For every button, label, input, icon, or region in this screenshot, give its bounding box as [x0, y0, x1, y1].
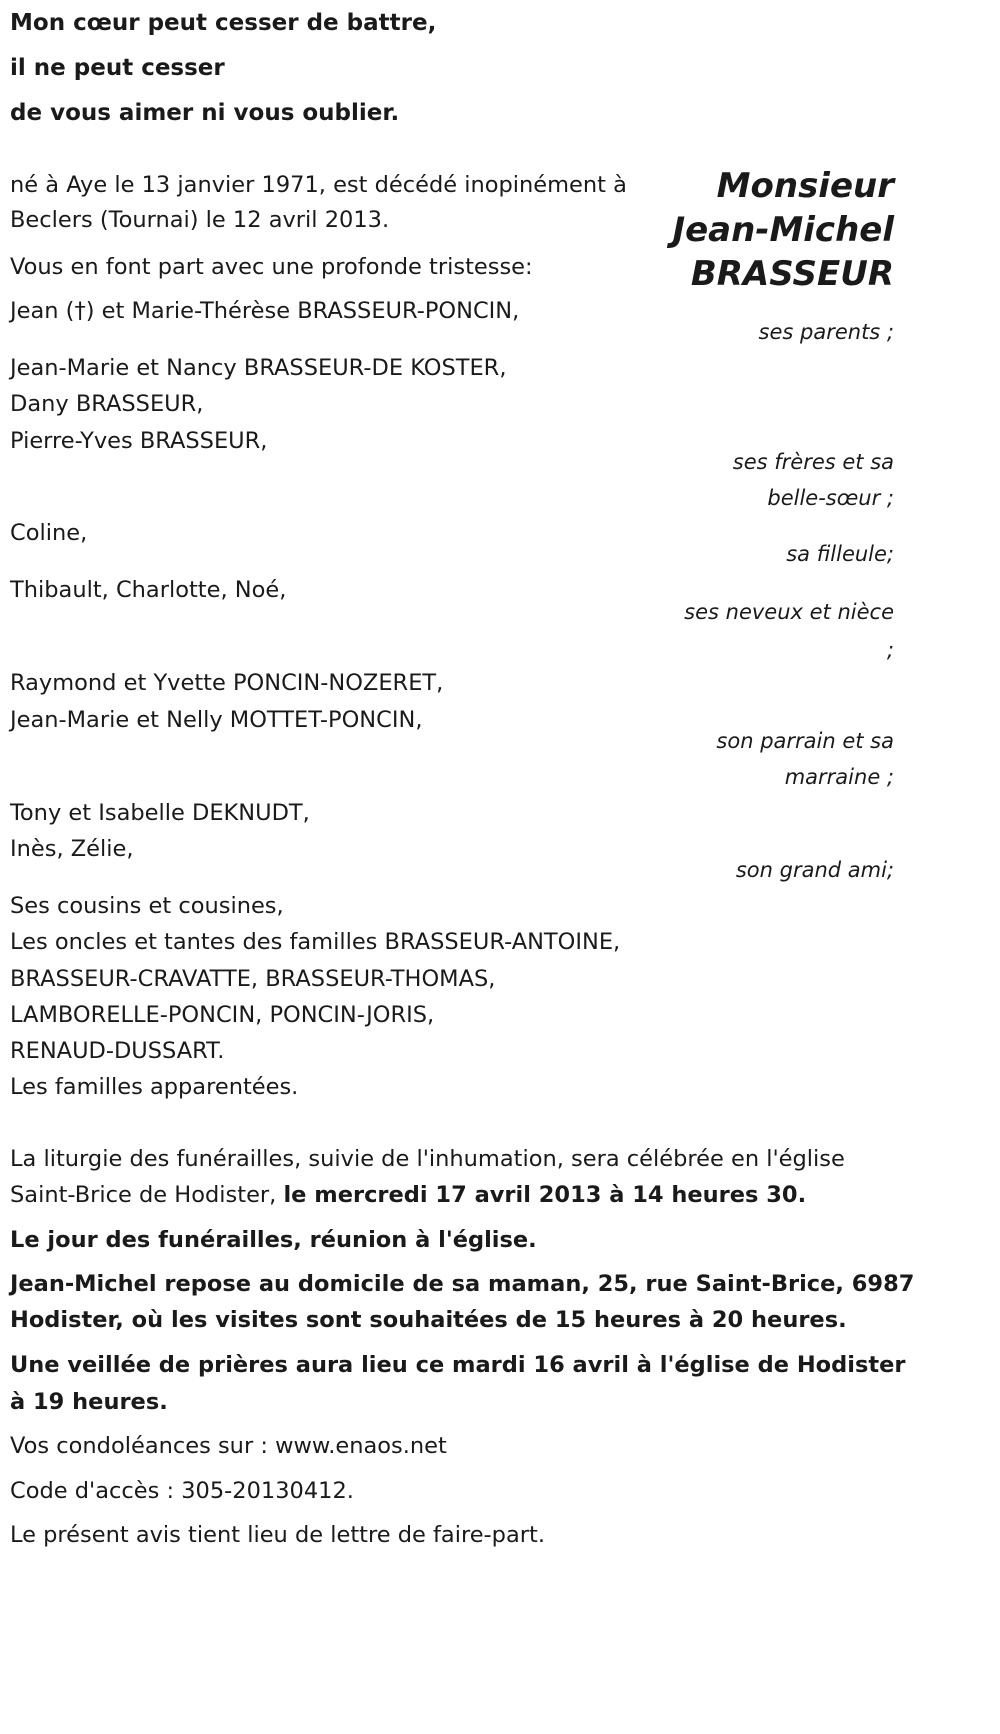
godparents-role-2: marraine ;	[784, 765, 894, 789]
intro-line-3: Vous en font part avec une profonde tristesse:	[10, 254, 533, 280]
intro-line-2: Beclers (Tournai) le 12 avril 2013.	[10, 207, 390, 233]
notice-line: Le présent avis tient lieu de lettre de faire-part.	[10, 1522, 545, 1548]
funeral-meeting: Le jour des funérailles, réunion à l'église.	[10, 1227, 537, 1253]
parents-role: ses parents ;	[758, 320, 894, 344]
funeral-rest-line-1: Jean-Michel repose au domicile de sa maman, 25, rue Saint-Brice, 6987	[10, 1271, 915, 1297]
nephews-role-2: ;	[886, 638, 894, 662]
epigraph-line-3: de vous aimer ni vous oublier.	[10, 100, 400, 126]
siblings-line-2: Dany BRASSEUR,	[10, 391, 204, 417]
friend-role: son grand ami;	[735, 858, 894, 882]
godparents-role-1: son parrain et sa	[716, 729, 894, 753]
parents-line: Jean (†) et Marie-Thérèse BRASSEUR-PONCIN,	[10, 298, 520, 324]
funeral-rest-line-2: Hodister, où les visites sont souhaitées de 15 heures à 20 heures.	[10, 1307, 847, 1333]
families-line-4: LAMBORELLE-PONCIN, PONCIN-JORIS,	[10, 1002, 435, 1028]
friend-line-1: Tony et Isabelle DEKNUDT,	[10, 800, 310, 826]
intro-line-1: né à Aye le 13 janvier 1971, est décédé inopinément à	[10, 172, 627, 198]
funeral-line-2	[10, 1182, 806, 1208]
goddaughter-role: sa filleule;	[786, 542, 894, 566]
families-line-5: RENAUD-DUSSART.	[10, 1038, 225, 1064]
godparents-line-2: Jean-Marie et Nelly MOTTET-PONCIN,	[10, 707, 423, 733]
friend-line-2: Inès, Zélie,	[10, 836, 134, 862]
deceased-last-name: BRASSEUR	[690, 254, 894, 294]
godparents-line-1: Raymond et Yvette PONCIN-NOZERET,	[10, 670, 444, 696]
siblings-line-1: Jean-Marie et Nancy BRASSEUR-DE KOSTER,	[10, 355, 507, 381]
funeral-line-1: La liturgie des funérailles, suivie de l'inhumation, sera célébrée en l'église	[10, 1146, 845, 1172]
siblings-line-3: Pierre-Yves BRASSEUR,	[10, 428, 268, 454]
families-line-3: BRASSEUR-CRAVATTE, BRASSEUR-THOMAS,	[10, 966, 496, 992]
funeral-vigil-line-1: Une veillée de prières aura lieu ce mardi 16 avril à l'église de Hodister	[10, 1352, 906, 1378]
nephews-role-1: ses neveux et nièce	[684, 600, 894, 624]
nephews-line: Thibault, Charlotte, Noé,	[10, 577, 287, 603]
deceased-title: Monsieur	[716, 166, 894, 206]
siblings-role-2: belle-sœur ;	[767, 486, 894, 510]
funeral-date: le mercredi 17 avril 2013 à 14 heures 30.	[283, 1182, 807, 1208]
siblings-role-1: ses frères et sa	[732, 450, 894, 474]
funeral-vigil-line-2: à 19 heures.	[10, 1389, 168, 1415]
families-line-1: Ses cousins et cousines,	[10, 893, 284, 919]
families-line-2: Les oncles et tantes des familles BRASSEUR-ANTOINE,	[10, 929, 621, 955]
condolences-line: Vos condoléances sur : www.enaos.net	[10, 1433, 447, 1459]
goddaughter-line: Coline,	[10, 520, 88, 546]
families-line-6: Les familles apparentées.	[10, 1074, 299, 1100]
deceased-first-name: Jean-Michel	[672, 210, 894, 250]
funeral-church: Saint-Brice de Hodister,	[10, 1182, 284, 1208]
epigraph-line-2: il ne peut cesser	[10, 55, 225, 81]
epigraph-line-1: Mon cœur peut cesser de battre,	[10, 10, 437, 36]
access-code-line: Code d'accès : 305-20130412.	[10, 1478, 354, 1504]
